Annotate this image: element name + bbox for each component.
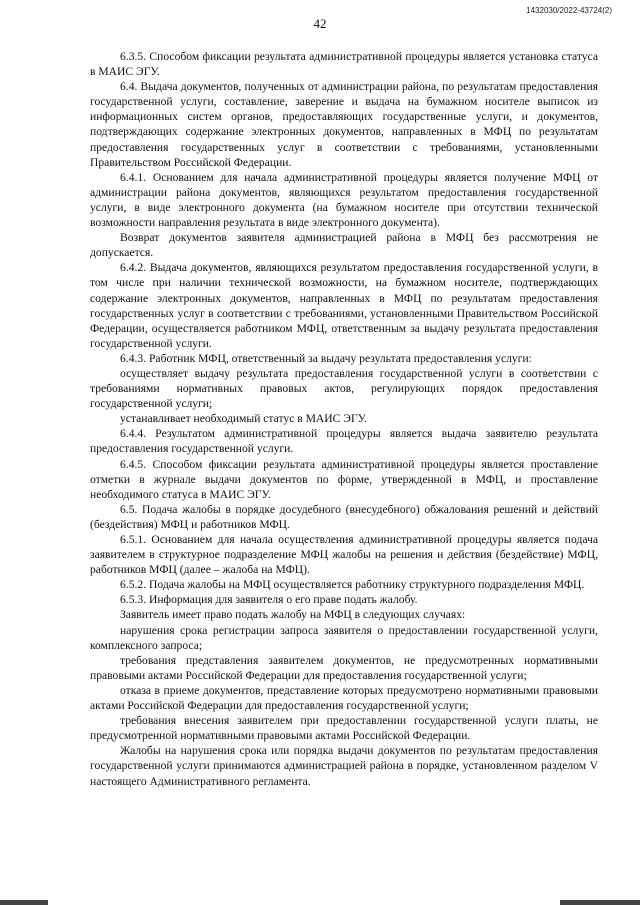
paragraph: Жалобы на нарушения срока или порядка выдачи документов по результатам предоставления государственной услуги принимаются администрацией района в порядке, установленном разделом V настоящего Административного регламента. [90, 744, 598, 788]
paragraph: 6.4.2. Выдача документов, являющихся результатом предоставления государственной услуги, в том числе при наличии технической возможности, на бумажном носителе, подтверждающих содержание электронных документов, направленных в МФЦ по результатам предоставления государственных услуг в соответствии с требованиями, установленными Правительством Российской Федерации, осуществляется работником МФЦ, ответственным за выдачу результата предоставления государственной услуги. [90, 261, 598, 350]
scan-edge-left [0, 900, 48, 905]
paragraph: требования внесения заявителем при предоставлении государственной услуги платы, не предусмотренной нормативными правовыми актами Российской Федерации. [90, 714, 598, 743]
paragraph: 6.4. Выдача документов, полученных от администрации района, по результатам предоставления государственной услуги, составление, заверение и выдача на бумажном носителе выписок из информационных систем органов, предоставляющих государственные услуги, и документов, подтверждающих содержание электронных документов, направленных в МФЦ по результатам предоставления государственных услуг в соответствии с требованиями, установленными Правительством Российской Федерации. [90, 80, 598, 169]
page-number: 42 [313, 16, 327, 31]
paragraph: осуществляет выдачу результата предоставления государственной услуги в соответствии с требованиями нормативных правовых актов, регулирующих порядок предоставления государственной услуги; [90, 366, 598, 411]
paragraph: 6.5.1. Основанием для начала осуществления административной процедуры является подача заявителем в структурное подразделение МФЦ жалобы на решения и действия (бездействие) МФЦ, работников МФЦ (далее – жалоба на МФЦ). [90, 533, 598, 577]
document-body [90, 49, 598, 789]
paragraph: Возврат документов заявителя администрацией района в МФЦ без рассмотрения не допускается. [90, 231, 598, 260]
document-id: 1432030/2022-43724(2) [526, 6, 612, 15]
paragraph: требования представления заявителем документов, не предусмотренных нормативными правовыми актами Российской Федерации для предоставления государственной услуги; [90, 653, 598, 682]
paragraph: 6.5. Подача жалобы в порядке досудебного (внесудебного) обжалования решений и действий (бездействия) МФЦ и работников МФЦ. [90, 502, 598, 531]
paragraph: Заявитель имеет право подать жалобу на МФЦ в следующих случаях: [120, 608, 466, 622]
paragraph: отказа в приеме документов, представление которых предусмотрено нормативными правовыми актами Российской Федерации для предоставления государственной услуги; [90, 683, 598, 713]
paragraph: 6.4.5. Способом фиксации результата административной процедуры является проставление отметки в журнале выдачи документов по форме, утвержденной в МФЦ, и проставление необходимого статуса в МАИС ЭГУ. [90, 457, 598, 501]
paragraph: 6.3.5. Способом фиксации результата административной процедуры является установка статуса в МАИС ЭГУ. [90, 50, 598, 79]
paragraph: устанавливает необходимый статус в МАИС ЭГУ. [120, 412, 367, 426]
paragraph: 6.4.4. Результатом административной процедуры является выдача заявителю результата предоставления государственной услуги. [90, 427, 598, 456]
paragraph: 6.5.2. Подача жалобы на МФЦ осуществляется работнику структурного подразделения МФЦ. [120, 578, 585, 592]
paragraph: нарушения срока регистрации запроса заявителя о предоставлении государственной услуги, комплексного запроса; [90, 623, 598, 652]
scan-edge-right [560, 900, 640, 905]
paragraph: 6.4.3. Работник МФЦ, ответственный за выдачу результата предоставления услуги: [120, 351, 532, 365]
paragraph: 6.5.3. Информация для заявителя о его праве подать жалобу. [120, 593, 418, 607]
paragraph: 6.4.1. Основанием для начала административной процедуры является получение МФЦ от администрации района документов, являющихся результатом предоставления государственной услуги, в виде электронного документа (на бумажном носителе при отсутствии технической возможности направления результата в виде электронного документа). [90, 170, 598, 230]
